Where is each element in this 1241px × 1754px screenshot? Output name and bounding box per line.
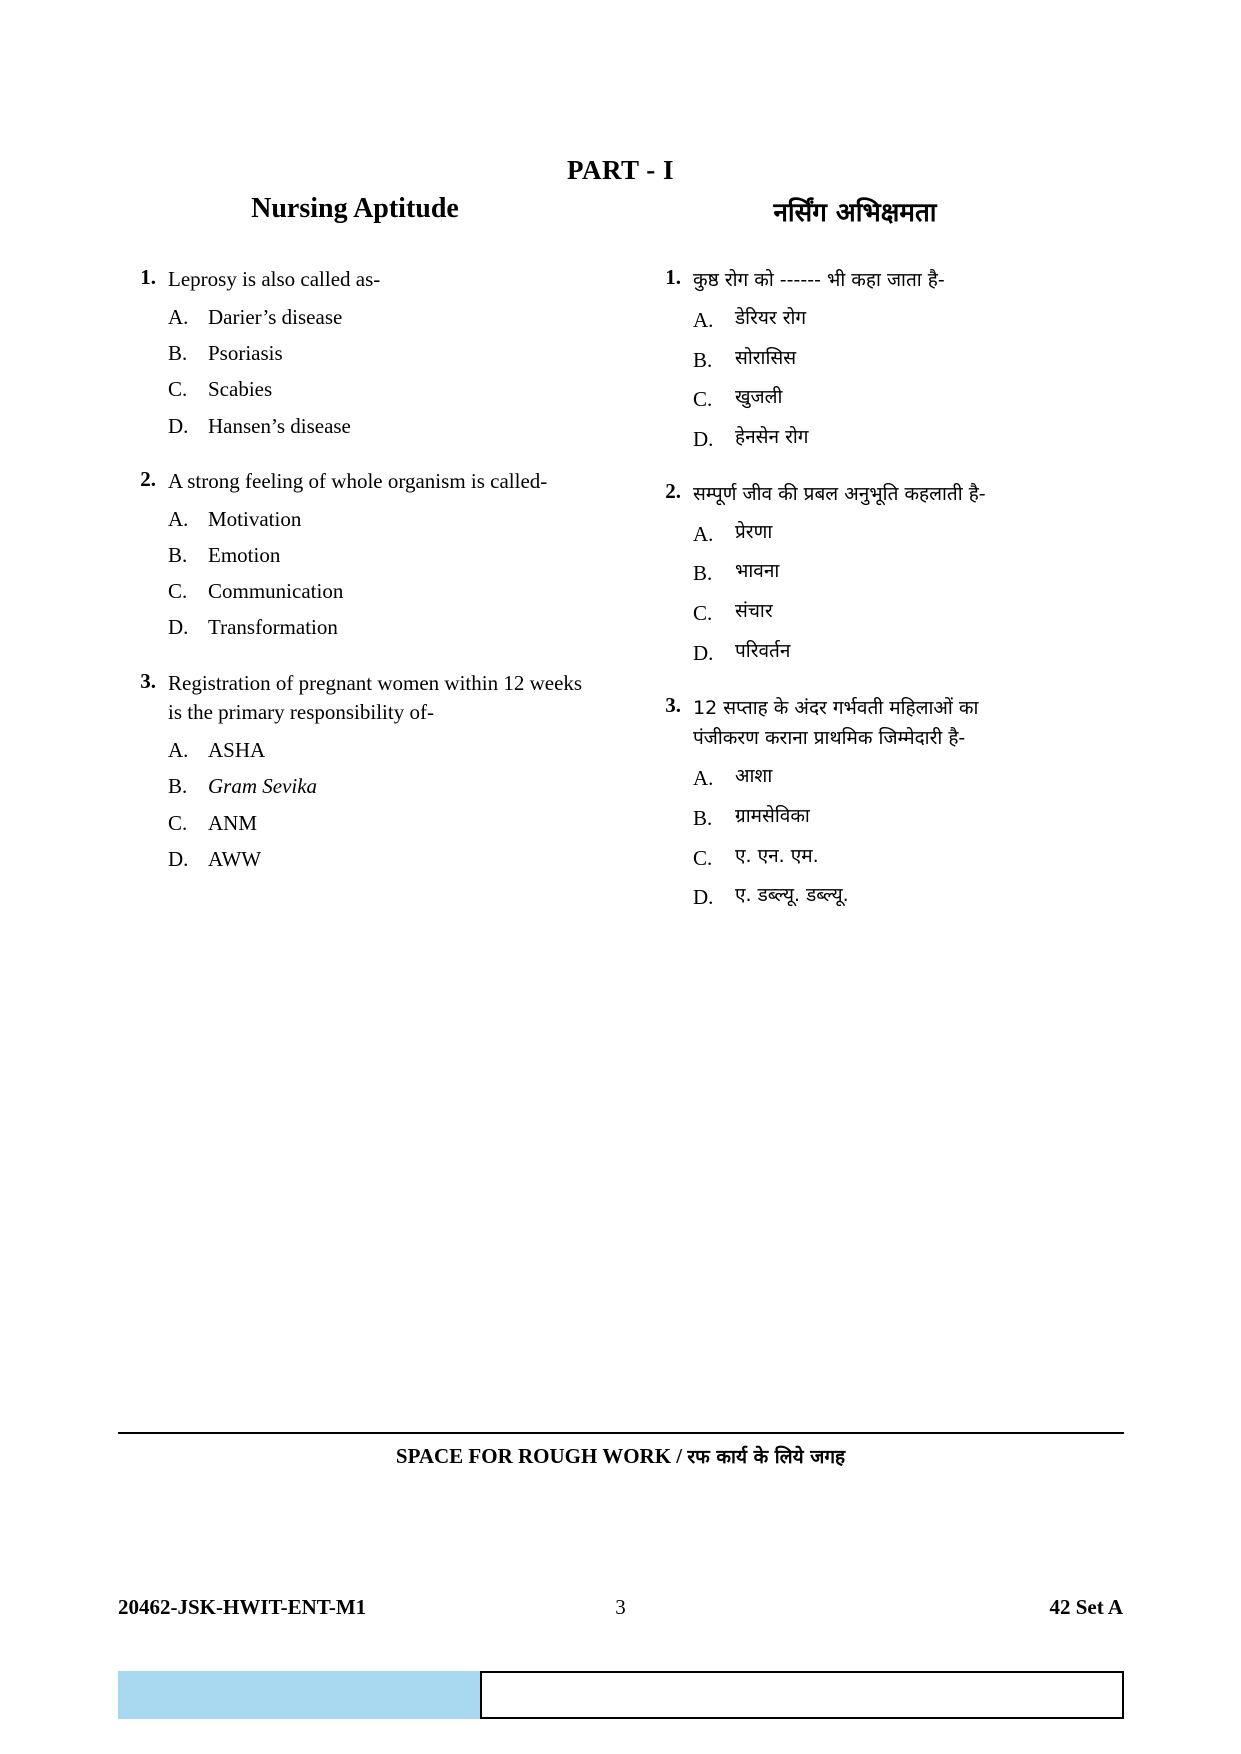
option-text: सोरासिस [735, 346, 797, 369]
scan-bar-white [480, 1671, 1124, 1719]
question-number: 1. [665, 265, 681, 289]
option-letter: C. [693, 387, 713, 412]
option-text: Motivation [208, 506, 302, 531]
option-item[interactable] [168, 411, 590, 441]
question-block [120, 265, 590, 441]
option-item[interactable] [168, 808, 590, 838]
question-block [645, 479, 1045, 667]
set-info: 42 Set A [1049, 1595, 1123, 1619]
option-letter: C. [168, 810, 188, 835]
option-text: संचार [735, 600, 773, 623]
option-item[interactable] [693, 841, 1045, 872]
option-letter: B. [168, 542, 188, 567]
rough-work-label-en: SPACE FOR ROUGH WORK / [395, 1444, 688, 1468]
option-letter: D. [168, 846, 189, 871]
option-list [168, 504, 590, 643]
option-letter: A. [693, 766, 714, 791]
question-text: A strong feeling of whole organism is called- [168, 468, 548, 493]
question-number: 2. [665, 478, 681, 503]
option-letter: D. [693, 427, 714, 452]
option-letter: A. [168, 506, 189, 531]
rough-work-label-hi: रफ कार्य के लिये जगह [687, 1446, 846, 1468]
question-text: Leprosy is also called as- [168, 267, 381, 291]
question-text: 12 सप्ताह के अंदर गर्भवती महिलाओं का पंजीकरण कराना प्राथमिक जिम्मेदारी है- [693, 696, 979, 750]
option-letter: C. [168, 579, 188, 604]
column-heading-hindi: नर्सिंग अभिक्षमता [773, 198, 937, 228]
option-letter: C. [693, 845, 713, 870]
scan-bar-blue [118, 1671, 480, 1719]
option-text: डेरियर रोग [735, 306, 807, 329]
option-text: Scabies [208, 377, 273, 402]
option-item[interactable] [693, 880, 1045, 911]
part-title: PART - I [566, 155, 675, 185]
option-letter: D. [168, 615, 189, 640]
option-text: ग्रामसेविका [735, 804, 810, 827]
option-item[interactable] [693, 382, 1045, 413]
question-number: 3. [665, 692, 681, 717]
option-item[interactable] [168, 735, 590, 765]
question-number: 1. [140, 265, 156, 289]
option-item[interactable] [168, 771, 590, 801]
column-heading-english: Nursing Aptitude [251, 193, 459, 224]
option-item[interactable] [693, 517, 1045, 548]
option-item[interactable] [693, 596, 1045, 627]
option-text: Psoriasis [208, 341, 283, 366]
option-item[interactable] [168, 540, 590, 570]
option-text: ANM [208, 810, 258, 835]
question-block [645, 693, 1045, 912]
option-text: AWW [208, 846, 262, 871]
option-letter: D. [168, 413, 189, 438]
paper-code: 20462-JSK-HWIT-ENT-M1 [118, 1595, 367, 1619]
option-list [693, 303, 1045, 453]
option-text: प्रेरणा [735, 520, 773, 543]
option-item[interactable] [168, 302, 590, 332]
option-item[interactable] [168, 504, 590, 534]
option-letter: A. [693, 307, 714, 332]
option-letter: A. [168, 738, 189, 763]
question-block [120, 467, 590, 643]
rough-work-label [0, 1443, 1241, 1469]
option-list [693, 517, 1045, 667]
option-list [168, 302, 590, 441]
option-text: खुजली [735, 386, 783, 409]
option-item[interactable] [168, 374, 590, 404]
option-letter: D. [693, 885, 714, 910]
option-item[interactable] [168, 612, 590, 642]
option-item[interactable] [168, 576, 590, 606]
question-block [120, 669, 590, 875]
option-text: हेनसेन रोग [735, 426, 809, 449]
page-number: 3 [615, 1595, 626, 1619]
option-item[interactable] [693, 556, 1045, 587]
option-letter: A. [693, 521, 714, 546]
option-letter: A. [168, 304, 189, 329]
option-text: Gram Sevika [208, 774, 318, 799]
question-text: सम्पूर्ण जीव की प्रबल अनुभूति कहलाती है- [693, 482, 986, 505]
question-number: 2. [140, 466, 156, 491]
option-text: ASHA [208, 738, 266, 763]
option-letter: B. [693, 561, 713, 586]
option-text: आशा [735, 765, 773, 788]
option-text: Darier’s disease [208, 304, 343, 329]
question-number: 3. [140, 668, 156, 693]
option-text: Communication [208, 579, 344, 604]
option-item[interactable] [168, 338, 590, 368]
option-text: भावना [735, 560, 780, 583]
option-item[interactable] [693, 422, 1045, 453]
option-list [168, 735, 590, 874]
option-list [693, 761, 1045, 911]
option-letter: C. [168, 377, 188, 402]
footer-divider [118, 1432, 1124, 1434]
questions-column-hindi [645, 265, 1045, 937]
option-letter: D. [693, 640, 714, 665]
option-letter: B. [693, 347, 713, 372]
option-text: ए. एन. एम. [735, 844, 819, 867]
option-letter: B. [693, 805, 713, 830]
option-item[interactable] [693, 636, 1045, 667]
option-item[interactable] [693, 343, 1045, 374]
option-text: Hansen’s disease [208, 413, 351, 438]
question-text: कुष्ठ रोग को ------ भी कहा जाता है- [693, 269, 945, 291]
option-item[interactable] [168, 844, 590, 874]
option-text: Transformation [208, 615, 338, 640]
option-item[interactable] [693, 303, 1045, 334]
option-item[interactable] [693, 801, 1045, 832]
question-block [645, 265, 1045, 453]
option-letter: B. [168, 341, 188, 366]
option-letter: B. [168, 774, 188, 799]
question-text: Registration of pregnant women within 12 weeks is the primary responsibility of- [168, 670, 583, 725]
option-item[interactable] [693, 761, 1045, 792]
option-text: ए. डब्ल्यू. डब्ल्यू. [735, 884, 849, 907]
questions-column-english [120, 265, 590, 900]
option-text: परिवर्तन [735, 639, 791, 662]
option-letter: C. [693, 601, 713, 626]
option-text: Emotion [208, 542, 281, 567]
